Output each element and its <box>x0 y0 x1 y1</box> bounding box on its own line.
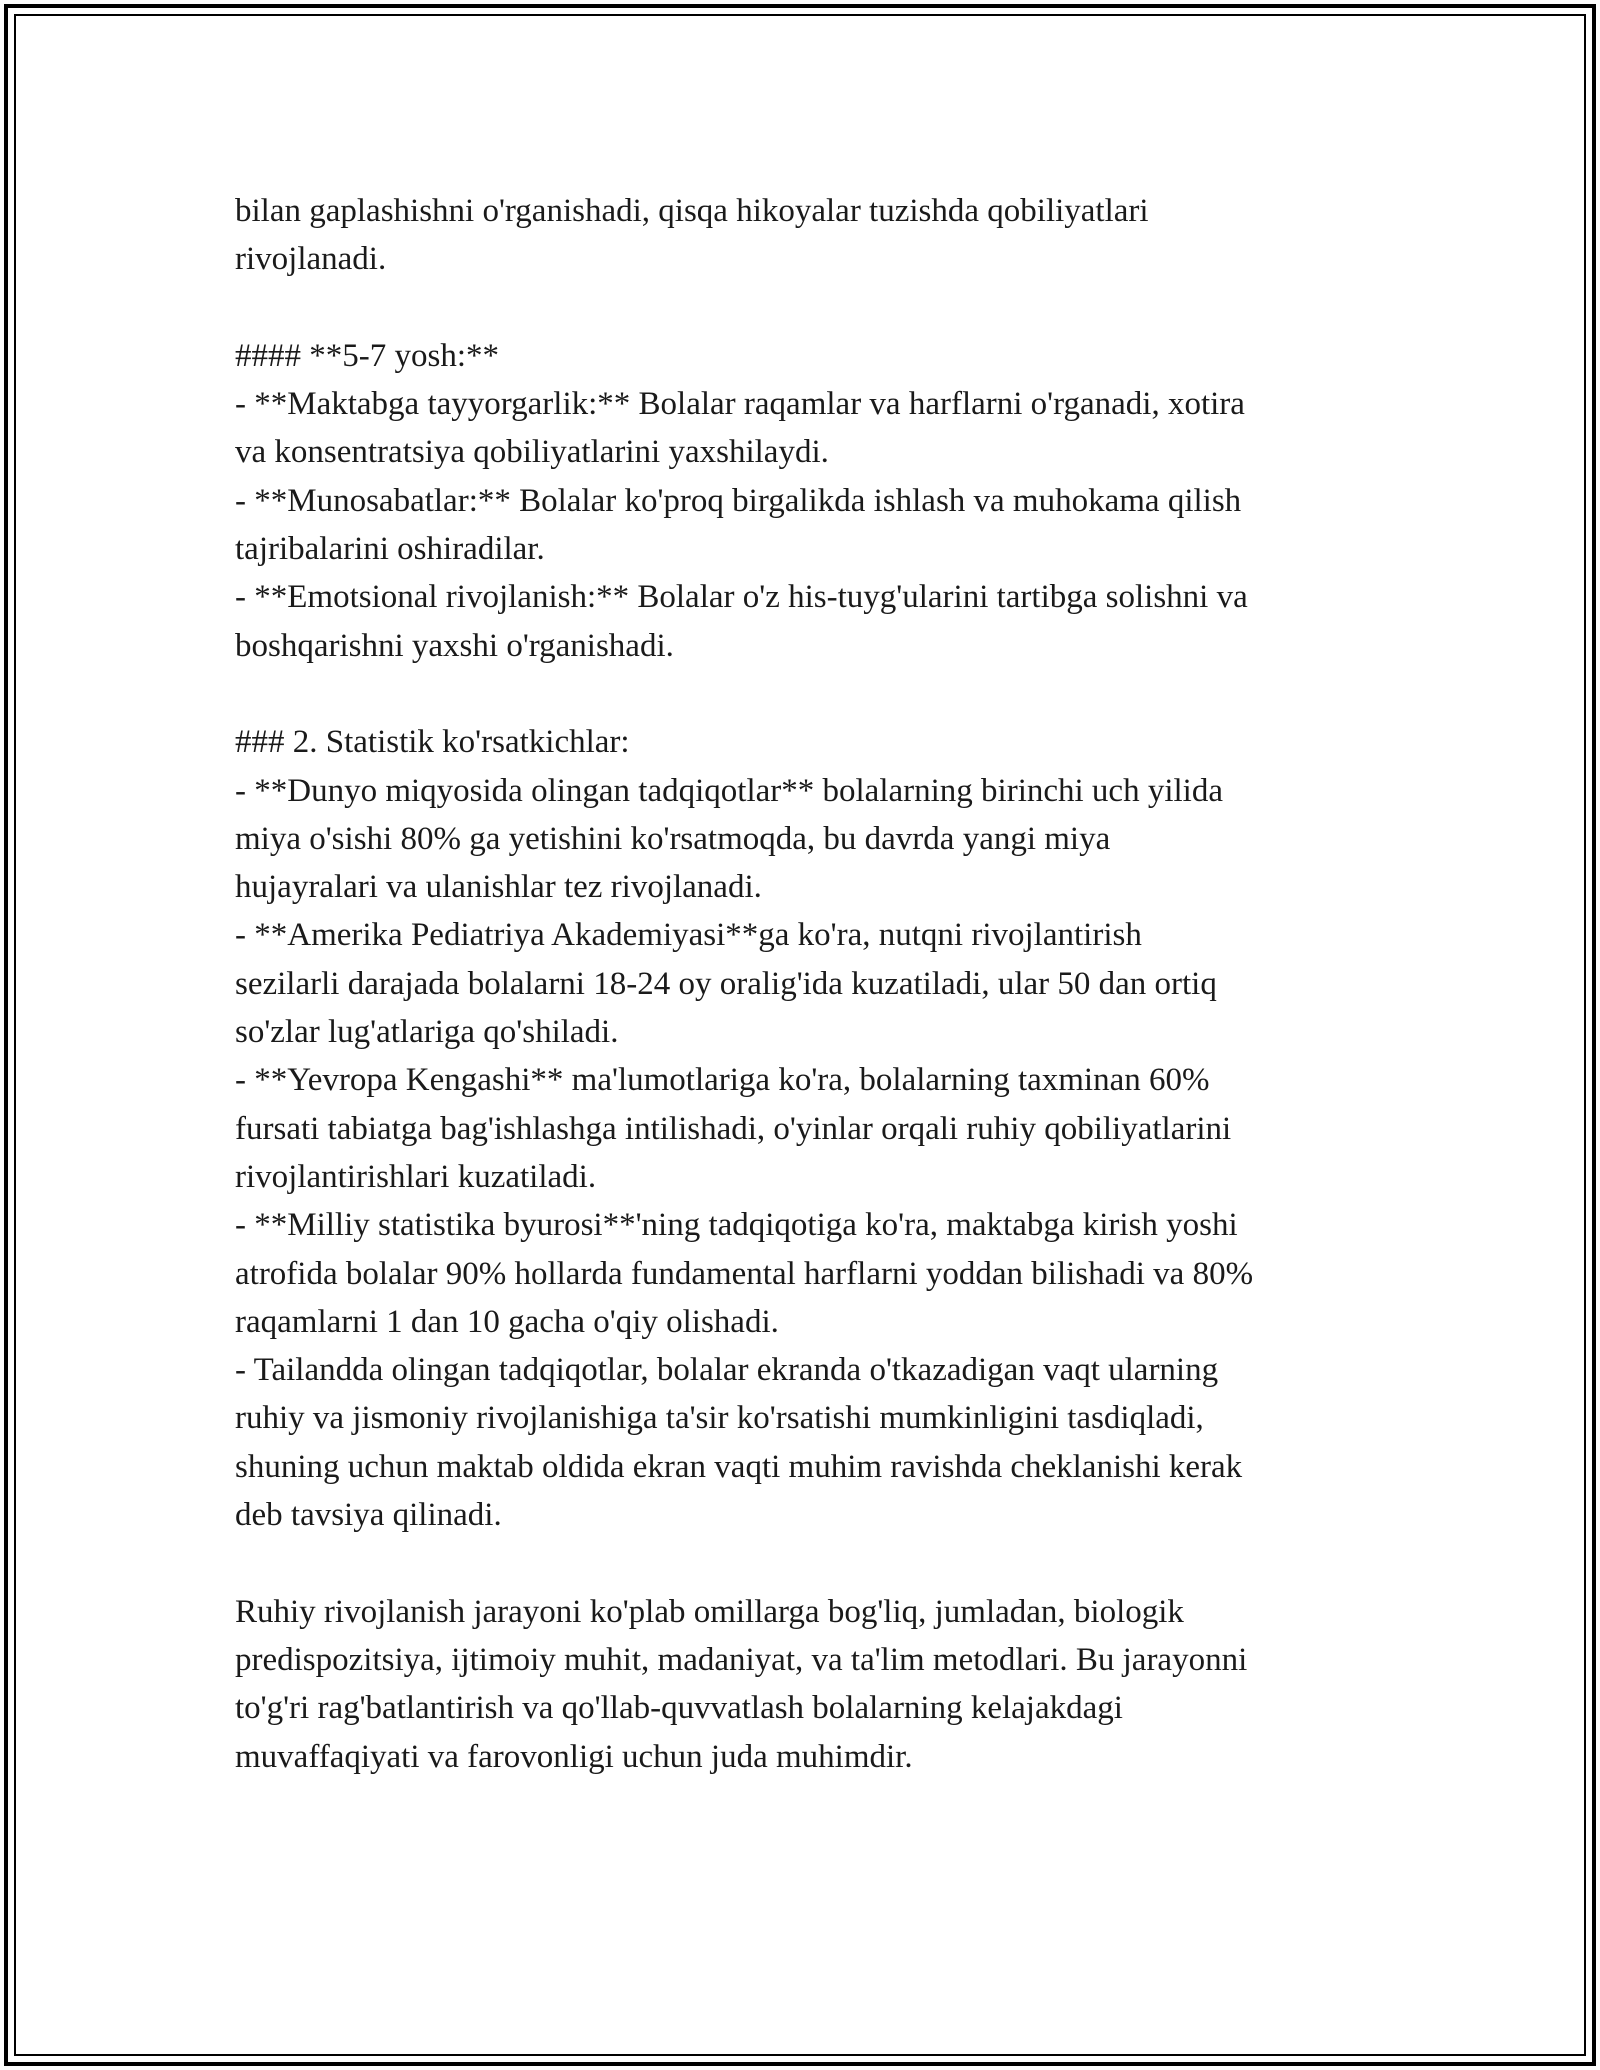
text-line: raqamlarni 1 dan 10 gacha o'qiy olishadi. <box>235 1303 779 1340</box>
text-line: - **Munosabatlar:** Bolalar ko'proq birgalikda ishlash va muhokama qilish <box>235 482 1242 519</box>
text-line: predispozitsiya, ijtimoiy muhit, madaniyat, va ta'lim metodlari. Bu jarayonni <box>235 1641 1248 1678</box>
paragraph-gap <box>235 1539 1375 1587</box>
text-line: muvaffaqiyati va farovonligi uchun juda muhimdir. <box>235 1738 913 1775</box>
text-line: atrofida bolalar 90% hollarda fundamental harflarni yoddan bilishadi va 80% <box>235 1255 1254 1292</box>
text-line: deb tavsiya qilinadi. <box>235 1497 502 1534</box>
text-line: - **Maktabga tayyorgarlik:** Bolalar raqamlar va harflarni o'rganadi, xotira <box>235 386 1245 423</box>
text-line: ### 2. Statistik ko'rsatkichlar: <box>235 724 630 761</box>
text-line: - Tailandda olingan tadqiqotlar, bolalar ekranda o'tkazadigan vaqt ularning <box>235 1352 1219 1389</box>
text-line: so'zlar lug'atlariga qo'shiladi. <box>235 1014 619 1051</box>
text-line: fursati tabiatga bag'ishlashga intilishadi, o'yinlar orqali ruhiy qobiliyatlarini <box>235 1110 1232 1147</box>
text-line: shuning uchun maktab oldida ekran vaqti muhim ravishda cheklanishi kerak <box>235 1448 1243 1485</box>
paragraph-gap <box>235 670 1375 718</box>
text-line: rivojlanadi. <box>235 241 387 278</box>
text-line: ruhiy va jismoniy rivojlanishiga ta'sir ko'rsatishi mumkinligini tasdiqladi, <box>235 1400 1204 1437</box>
text-line: va konsentratsiya qobiliyatlarini yaxshilaydi. <box>235 434 829 471</box>
text-line: sezilarli darajada bolalarni 18-24 oy oralig'ida kuzatiladi, ular 50 dan ortiq <box>235 965 1217 1002</box>
paragraph-gap <box>235 284 1375 332</box>
text-line: - **Emotsional rivojlanish:** Bolalar o'z his-tuyg'ularini tartibga solishni va <box>235 579 1248 616</box>
text-line: - **Milliy statistika byurosi**'ning tadqiqotiga ko'ra, maktabga kirish yoshi <box>235 1207 1238 1244</box>
document-body <box>235 187 1375 1781</box>
text-line: tajribalarini oshiradilar. <box>235 531 545 568</box>
text-line: - **Amerika Pediatriya Akademiyasi**ga ko'ra, nutqni rivojlantirish <box>235 917 1142 954</box>
text-line: boshqarishni yaxshi o'rganishadi. <box>235 627 674 664</box>
text-line: Ruhiy rivojlanish jarayoni ko'plab omillarga bog'liq, jumladan, biologik <box>235 1593 1184 1630</box>
text-line: #### **5-7 yosh:** <box>235 337 499 374</box>
text-line: hujayralari va ulanishlar tez rivojlanadi. <box>235 869 762 906</box>
text-line: rivojlantirishlari kuzatiladi. <box>235 1158 597 1195</box>
text-line: miya o'sishi 80% ga yetishini ko'rsatmoqda, bu davrda yangi miya <box>235 820 1111 857</box>
text-line: - **Dunyo miqyosida olingan tadqiqotlar** bolalarning birinchi uch yilida <box>235 772 1223 809</box>
text-line: - **Yevropa Kengashi** ma'lumotlariga ko'ra, bolalarning taxminan 60% <box>235 1062 1210 1099</box>
text-line: to'g'ri rag'batlantirish va qo'llab-quvvatlash bolalarning kelajakdagi <box>235 1690 1123 1727</box>
text-line: bilan gaplashishni o'rganishadi, qisqa hikoyalar tuzishda qobiliyatlari <box>235 193 1149 229</box>
